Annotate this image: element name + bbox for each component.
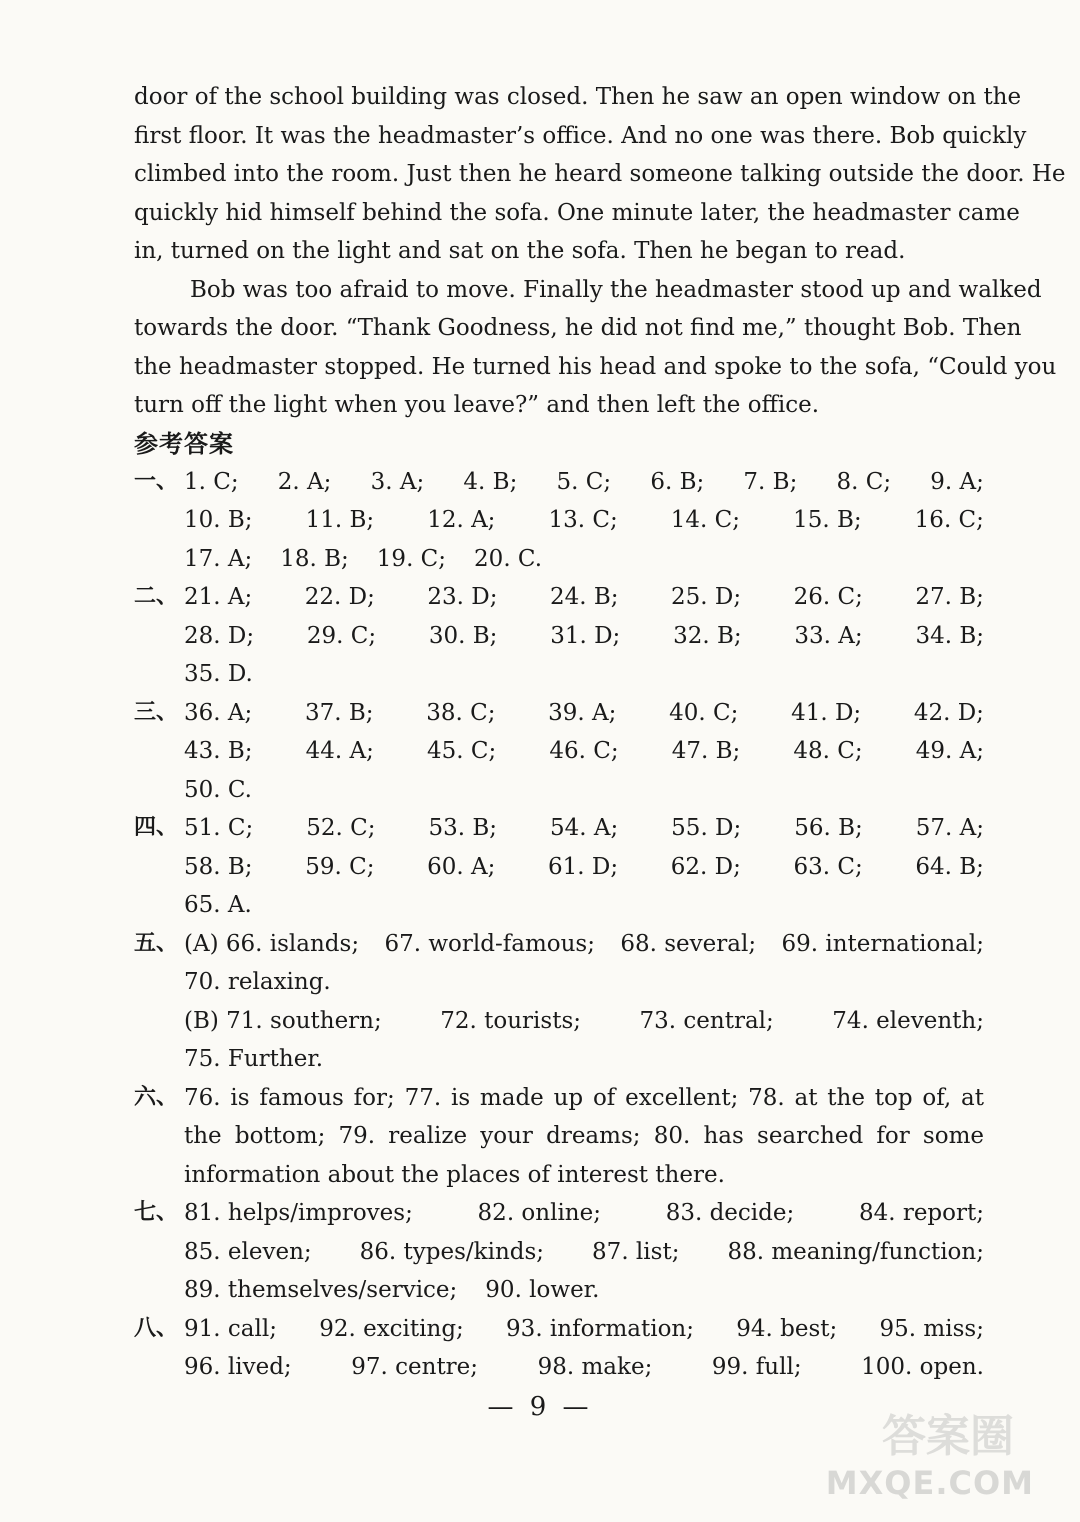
answer-line (184, 694, 984, 733)
passage-line: turn off the light when you leave?” and then left the office. (134, 392, 820, 418)
answer-line (184, 1271, 984, 1310)
answer-section (134, 1310, 984, 1387)
answer-text-line: information about the places of interest there. (184, 1161, 725, 1188)
answer-line (184, 617, 984, 656)
answer-item: 17. A; (184, 545, 253, 572)
answer-item: 39. A; (548, 699, 617, 726)
answer-item: 43. B; (184, 738, 253, 764)
answer-item: 4. B; (463, 468, 518, 495)
answer-line (184, 809, 984, 848)
answer-item: 59. C; (305, 853, 375, 880)
passage-line: climbed into the room. Just then he heard someone talking outside the door. He (134, 161, 1066, 187)
answer-line (184, 732, 984, 771)
answer-item: 92. exciting; (319, 1315, 464, 1342)
answer-line (184, 963, 984, 1002)
answer-item: 68. several; (620, 930, 757, 957)
answer-item: 65. A. (184, 892, 252, 918)
passage-line: towards the door. “Thank Goodness, he did not find me,” thought Bob. Then (134, 315, 1022, 341)
answer-item: 58. B; (184, 853, 253, 880)
answer-item: 85. eleven; (184, 1238, 312, 1265)
answer-line (184, 1194, 984, 1233)
answer-item: 40. C; (669, 699, 739, 726)
answer-item: 47. B; (671, 738, 741, 764)
answer-item: 50. C. (184, 776, 252, 803)
answer-item: 51. C; (184, 815, 254, 841)
answer-item: 54. A; (549, 815, 619, 841)
answer-item: 18. B; (280, 545, 349, 572)
section-label: 二、 (134, 584, 179, 609)
answer-item: 12. A; (427, 507, 496, 533)
answer-item: 89. themselves/service; (184, 1277, 458, 1303)
answer-item: 21. A; (184, 584, 253, 610)
answer-section (134, 1079, 984, 1195)
answer-line (184, 886, 984, 925)
answer-item: 30. B; (428, 622, 498, 649)
answer-item: 29. C; (306, 622, 377, 649)
answer-item: 36. A; (184, 699, 253, 726)
answer-item: 34. B; (915, 622, 984, 649)
answer-item: 15. B; (793, 507, 862, 533)
answer-item: 81. helps/improves; (184, 1200, 413, 1226)
answer-item: 19. C; (376, 545, 447, 572)
answers-heading: 参考答案 (134, 429, 234, 458)
answer-section (134, 694, 984, 810)
answer-item: 2. A; (277, 468, 332, 495)
answer-line (184, 771, 984, 810)
answer-item: 9. A; (930, 468, 984, 495)
answer-line (184, 848, 984, 887)
answer-item: 82. online; (477, 1200, 601, 1226)
answer-item: 28. D; (184, 622, 255, 649)
watermark-logo (794, 1411, 1054, 1514)
answer-sections (134, 463, 984, 1387)
answer-item: 74. eleventh; (832, 1007, 984, 1034)
answer-item: 1. C; (184, 468, 239, 495)
answer-item: 46. C; (549, 738, 619, 764)
answer-item: 38. C; (426, 699, 496, 726)
answer-item: 23. D; (427, 584, 498, 610)
answer-item: (A) 66. islands; (184, 930, 360, 957)
answer-item: 44. A; (305, 738, 374, 764)
answer-item: 22. D; (304, 584, 375, 610)
answer-item: 96. lived; (184, 1354, 292, 1380)
answer-line (184, 1040, 984, 1079)
answer-item: 6. B; (650, 468, 705, 495)
answer-item: 60. A; (427, 853, 496, 880)
answer-item: 48. C; (793, 738, 863, 764)
answer-item: 86. types/kinds; (359, 1238, 545, 1265)
answer-item: 90. lower. (485, 1277, 600, 1303)
section-label: 一、 (134, 468, 179, 494)
answer-item: 63. C; (793, 853, 863, 880)
answer-item: 84. report; (858, 1200, 984, 1226)
section-label: 五、 (134, 930, 179, 956)
passage-paragraph-2 (134, 271, 1057, 425)
watermark-url: MXQE.COM (825, 1464, 1034, 1502)
answer-item: 75. Further. (184, 1046, 324, 1072)
passage-line: Bob was too afraid to move. Finally the headmaster stood up and walked (190, 276, 1042, 303)
section-label: 四、 (134, 815, 179, 840)
answer-item: 52. C; (306, 815, 376, 841)
passage-line: door of the school building was closed. Then he saw an open window on the (134, 84, 1022, 110)
passage-line: in, turned on the light and sat on the sofa. Then he began to read. (134, 238, 906, 264)
answer-line (184, 501, 984, 540)
answer-item: 57. A; (915, 815, 984, 841)
answer-item: 35. D. (184, 661, 253, 687)
answer-item: 64. B; (915, 853, 984, 880)
passage-line: the headmaster stopped. He turned his head and spoke to the sofa, “Could you (134, 353, 1057, 380)
watermark-cn: 答案圈 (882, 1411, 1014, 1462)
answer-item: (B) 71. southern; (184, 1007, 382, 1034)
answer-line (184, 578, 984, 617)
answer-line (184, 540, 984, 579)
answer-item: 27. B; (915, 584, 984, 610)
answer-item: 20. C. (474, 545, 543, 572)
answer-item: 55. D; (671, 815, 742, 841)
answer-item: 33. A; (794, 622, 863, 649)
answer-item: 41. D; (791, 699, 862, 726)
answer-item: 93. information; (506, 1315, 694, 1342)
answer-item: 72. tourists; (440, 1007, 582, 1034)
answer-item: 3. A; (370, 468, 425, 495)
answer-line (184, 1348, 984, 1387)
answer-item: 16. C; (914, 507, 984, 533)
answer-item: 25. D; (671, 584, 742, 610)
answer-section (134, 809, 984, 925)
answer-item: 98. make; (537, 1354, 653, 1380)
answer-text-line: the bottom; 79. realize your dreams; 80. has searched for some (184, 1123, 984, 1149)
answer-item: 14. C; (670, 507, 741, 533)
answer-section (134, 578, 984, 694)
answer-item: 94. best; (736, 1315, 838, 1342)
answer-item: 13. C; (548, 507, 618, 533)
answer-item: 7. B; (743, 468, 798, 495)
answer-item: 37. B; (304, 699, 374, 726)
answer-item: 91. call; (184, 1315, 277, 1342)
section-label: 七、 (134, 1200, 179, 1225)
section-label: 六、 (134, 1084, 179, 1110)
section-label: 三、 (134, 699, 179, 725)
answer-item: 5. C; (556, 468, 612, 495)
answer-item: 11. B; (305, 507, 375, 533)
page-number: — 9 — (487, 1392, 593, 1422)
passage-line: quickly hid himself behind the sofa. One minute later, the headmaster came (134, 199, 1020, 226)
answer-line (184, 655, 984, 694)
answer-item: 24. B; (549, 584, 619, 610)
answer-item: 31. D; (550, 622, 621, 649)
page-content (134, 78, 1066, 1387)
answer-section (134, 1194, 984, 1310)
answer-item: 100. open. (861, 1354, 984, 1380)
answer-item: 69. international; (781, 930, 984, 957)
passage-line: first floor. It was the headmaster’s office. And no one was there. Bob quickly (134, 122, 1027, 149)
answer-item: 70. relaxing. (184, 969, 331, 995)
answer-item: 61. D; (548, 853, 619, 880)
answer-line (184, 1310, 984, 1349)
answer-item: 26. C; (793, 584, 863, 610)
answer-item: 8. C; (836, 468, 892, 495)
passage-paragraph-1 (134, 78, 1066, 271)
answer-section (134, 463, 984, 579)
answer-text-line: 76. is famous for; 77. is made up of excellent; 78. at the top of, at (184, 1084, 984, 1111)
answer-section (134, 925, 984, 1079)
answer-item: 42. D; (913, 699, 984, 726)
answer-item: 67. world-famous; (384, 930, 595, 957)
answer-item: 32. B; (673, 622, 742, 649)
answer-item: 97. centre; (351, 1354, 479, 1380)
answer-item: 10. B; (184, 507, 253, 533)
answer-item: 56. B; (794, 815, 863, 841)
answer-line (184, 1002, 984, 1041)
answer-item: 99. full; (711, 1354, 802, 1380)
answer-item: 73. central; (639, 1007, 774, 1034)
answer-line (184, 463, 984, 502)
answer-item: 95. miss; (879, 1315, 984, 1342)
answer-item: 87. list; (592, 1238, 680, 1265)
section-label: 八、 (134, 1315, 179, 1341)
answer-line (184, 925, 984, 964)
answer-item: 88. meaning/function; (727, 1238, 984, 1265)
answer-item: 45. C; (427, 738, 497, 764)
answer-item: 49. A; (915, 738, 984, 764)
answer-item: 62. D; (670, 853, 741, 880)
answer-item: 83. decide; (665, 1200, 795, 1226)
answer-item: 53. B; (428, 815, 497, 841)
answer-line (184, 1233, 984, 1272)
